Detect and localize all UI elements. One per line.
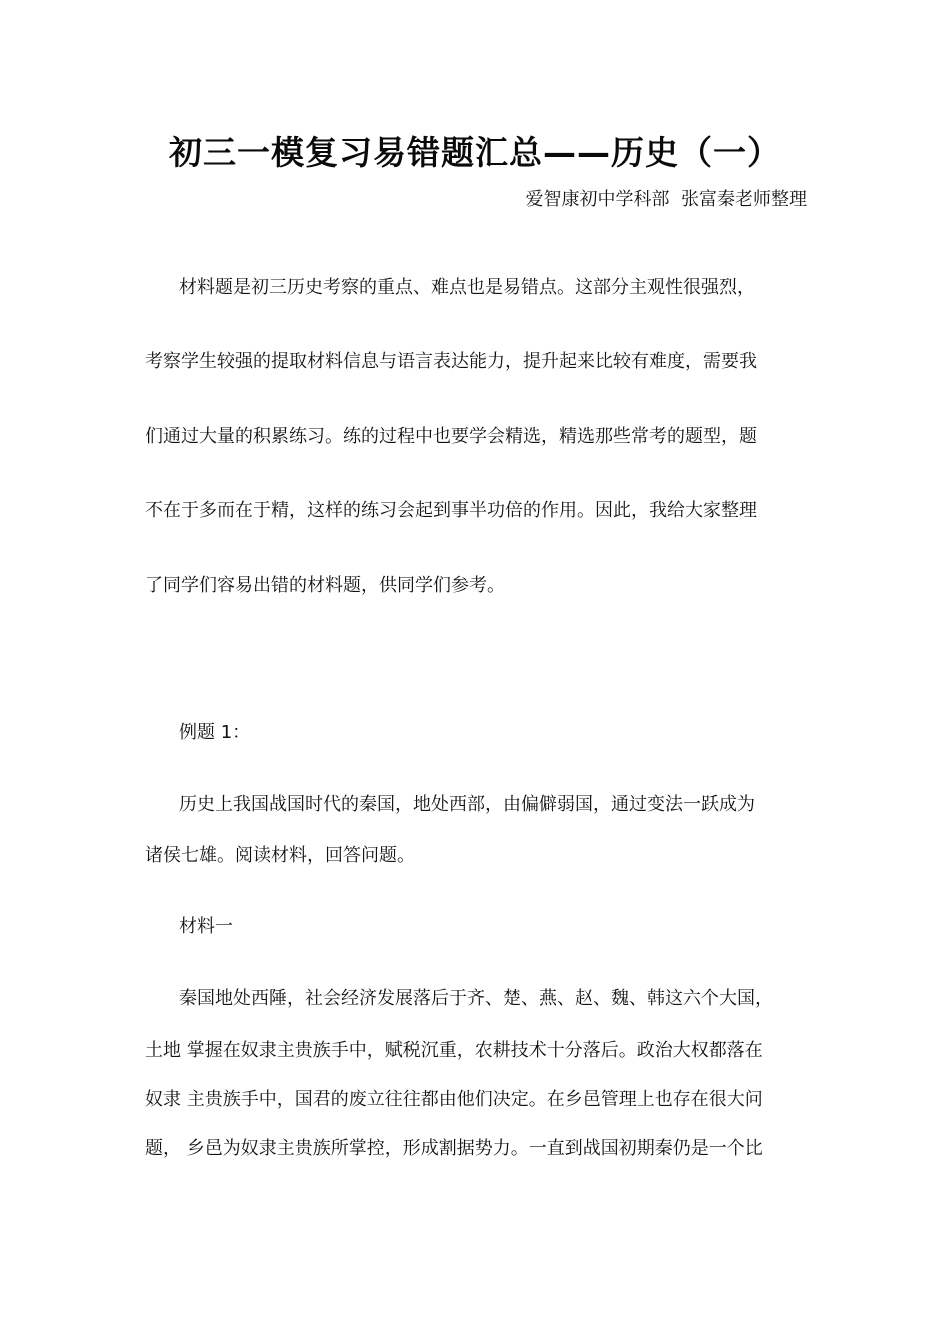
intro-line-3: 们通过大量的积累练习。练的过程中也要学会精选，精选那些常考的题型，题: [145, 426, 757, 447]
intro-line-5: 了同学们容易出错的材料题，供同学们参考。: [145, 575, 505, 596]
intro-line-1: 材料题是初三历史考察的重点、难点也是易错点。这部分主观性很强烈，: [179, 277, 755, 298]
material-line-4: 题， 乡邑为奴隶主贵族所掌控，形成割据势力。一直到战国初期秦仍是一个比: [145, 1138, 763, 1159]
material-line-1: 秦国地处西陲，社会经济发展落后于齐、楚、燕、赵、魏、韩这六个大国，: [179, 988, 773, 1009]
question-line-2: 诸侯七雄。阅读材料，回答问题。: [145, 845, 415, 866]
question-line-1: 历史上我国战国时代的秦国，地处西部，由偏僻弱国，通过变法一跃成为: [179, 794, 755, 815]
material-line-2: 土地 掌握在奴隶主贵族手中，赋税沉重，农耕技术十分落后。政治大权都落在: [145, 1040, 763, 1061]
material-label: 材料一: [179, 916, 233, 937]
material-line-3: 奴隶 主贵族手中，国君的废立往往都由他们决定。在乡邑管理上也存在很大问: [145, 1089, 763, 1110]
intro-line-2: 考察学生较强的提取材料信息与语言表达能力，提升起来比较有难度，需要我: [145, 351, 757, 372]
intro-line-4: 不在于多而在于精，这样的练习会起到事半功倍的作用。因此，我给大家整理: [145, 500, 757, 521]
example-heading: 例题 1：: [179, 722, 251, 743]
document-author: 爱智康初中学科部 张富秦老师整理: [525, 189, 807, 210]
document-title: 初三一模复习易错题汇总——历史（一）: [169, 133, 781, 172]
